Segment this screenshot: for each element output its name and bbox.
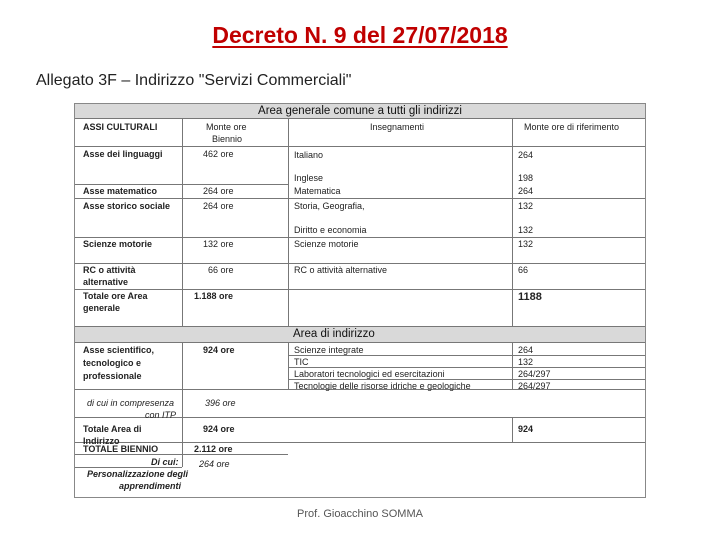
header-insegnamenti: Insegnamenti — [370, 122, 425, 132]
row-totale-indirizzo-label-1: Totale Area di — [83, 424, 142, 434]
column-divider — [512, 342, 513, 389]
section-general-header: Area generale comune a tutti gli indirizzi — [75, 104, 645, 118]
column-divider — [182, 118, 183, 326]
row-totale-generale-label-1: Totale ore Area — [83, 291, 148, 301]
section-indirizzo-header — [75, 326, 645, 342]
row-scientifico-ins-1: Scienze integrate — [294, 345, 364, 355]
row-motorie-asse: Scienze motorie — [83, 239, 153, 249]
row-scientifico-asse-1: Asse scientifico, — [83, 345, 155, 355]
row-scientifico-ins-2: TIC — [294, 357, 309, 367]
row-personalizzazione-label-1: Di cui: — [151, 457, 179, 467]
row-linguaggi-ref-2: 198 — [518, 173, 534, 183]
row-linguaggi-asse: Asse dei linguaggi — [83, 149, 163, 159]
row-motorie-ref: 132 — [518, 239, 534, 249]
row-rc-ref: 66 — [518, 265, 529, 275]
row-totale-indirizzo-ore: 924 ore — [203, 424, 235, 434]
row-compresenza-ore: 396 ore — [205, 398, 236, 408]
row-compresenza-label-2: con ITP — [145, 410, 177, 420]
row-rc-ins: RC o attività alternative — [294, 265, 388, 275]
row-divider — [75, 289, 645, 290]
row-scientifico-ref-2: 132 — [518, 357, 534, 367]
row-scientifico-ref-3: 264/297 — [518, 369, 551, 379]
row-divider — [75, 326, 645, 327]
row-divider — [75, 198, 645, 199]
row-rc-ore: 66 ore — [208, 265, 234, 275]
row-scientifico-ref-4: 264/297 — [518, 381, 551, 391]
row-linguaggi-ins-2: Inglese — [294, 173, 324, 183]
column-divider — [512, 417, 513, 442]
row-divider — [75, 442, 645, 443]
row-storico-ins-1: Storia, Geografia, — [294, 201, 365, 211]
row-storico-ins-2: Diritto e economia — [294, 225, 367, 235]
column-divider — [512, 118, 513, 326]
row-motorie-ore: 132 ore — [203, 239, 234, 249]
row-personalizzazione-ore: 264 ore — [199, 459, 230, 469]
row-totale-indirizzo-label-2: Indirizzo — [83, 436, 120, 446]
row-motorie-ins: Scienze motorie — [294, 239, 359, 249]
footer-author: Prof. Gioacchino SOMMA — [297, 508, 423, 520]
row-storico-ref-1: 132 — [518, 201, 534, 211]
row-matematico-asse: Asse matematico — [83, 186, 158, 196]
row-totale-biennio-label: TOTALE BIENNIO — [83, 444, 159, 454]
row-linguaggi-ins-1: Italiano — [294, 150, 324, 160]
page-subtitle: Allegato 3F – Indirizzo "Servizi Commerciali" — [36, 72, 352, 89]
row-storico-asse: Asse storico sociale — [83, 201, 171, 211]
row-scientifico-ins-3: Laboratori tecnologici ed esercitazioni — [294, 369, 445, 379]
row-matematico-ref: 264 — [518, 186, 534, 196]
row-scientifico-asse-2: tecnologico e — [83, 358, 142, 368]
curriculum-table — [74, 103, 646, 498]
header-monte-ore: Monte ore — [206, 122, 247, 132]
row-linguaggi-ref-1: 264 — [518, 150, 534, 160]
row-storico-ore: 264 ore — [203, 201, 234, 211]
row-scientifico-ore: 924 ore — [203, 345, 235, 355]
section-indirizzo-label: Area di indirizzo — [293, 328, 375, 340]
column-divider — [288, 342, 289, 389]
row-scientifico-ins-4: Tecnologie delle risorse idriche e geologiche — [294, 381, 471, 391]
row-divider — [75, 237, 645, 238]
row-totale-generale-label-2: generale — [83, 303, 121, 313]
row-totale-generale-ref: 1188 — [518, 291, 542, 303]
row-divider — [75, 146, 645, 147]
page-title: Decreto N. 9 del 27/07/2018 — [212, 22, 508, 48]
row-storico-ref-2: 132 — [518, 225, 534, 235]
row-divider — [75, 342, 645, 343]
column-divider — [182, 342, 183, 467]
header-assi: ASSI CULTURALI — [83, 122, 158, 132]
row-scientifico-asse-3: professionale — [83, 371, 142, 381]
header-riferimento: Monte ore di riferimento — [524, 122, 620, 132]
row-personalizzazione-label-2: Personalizzazione degli — [87, 469, 189, 479]
row-matematico-ore: 264 ore — [203, 186, 234, 196]
header-monte-ore-biennio: Biennio — [212, 134, 243, 144]
row-linguaggi-ore: 462 ore — [203, 149, 234, 159]
row-scientifico-ref-1: 264 — [518, 345, 534, 355]
row-rc-asse-2: alternative — [83, 277, 129, 287]
row-rc-asse-1: RC o attività — [83, 265, 136, 275]
column-divider — [288, 118, 289, 326]
row-personalizzazione-label-3: apprendimenti — [119, 481, 182, 491]
row-totale-generale-ore: 1.188 ore — [194, 291, 234, 301]
row-matematico-ins: Matematica — [294, 186, 341, 196]
row-divider — [75, 118, 645, 119]
row-totale-biennio-ore: 2.112 ore — [194, 444, 233, 454]
row-totale-indirizzo-ref: 924 — [518, 424, 534, 434]
row-compresenza-label-1: di cui in compresenza — [87, 398, 175, 408]
